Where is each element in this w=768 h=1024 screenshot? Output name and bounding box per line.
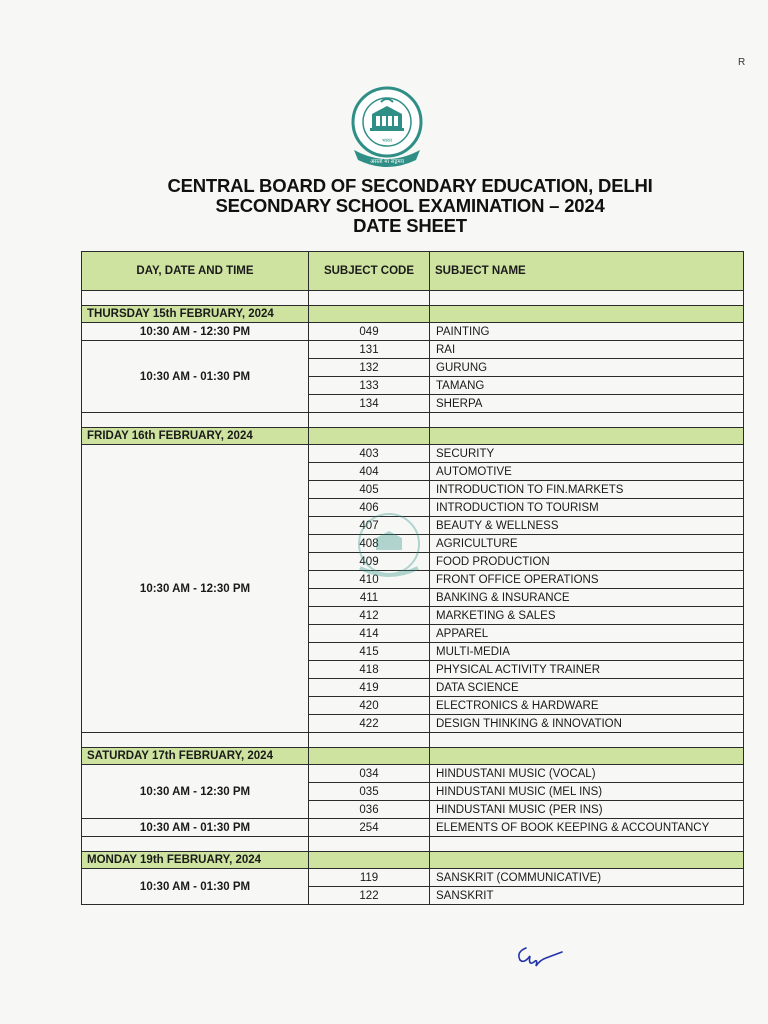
subject-name: SANSKRIT (COMMUNICATIVE): [430, 869, 744, 887]
subject-code: 119: [309, 869, 430, 887]
subject-name: DATA SCIENCE: [430, 679, 744, 697]
subject-name: SHERPA: [430, 395, 744, 413]
subject-code: 411: [309, 589, 430, 607]
subject-code: 132: [309, 359, 430, 377]
subject-name: HINDUSTANI MUSIC (VOCAL): [430, 765, 744, 783]
subject-name: AUTOMOTIVE: [430, 463, 744, 481]
time-slot: 10:30 AM - 01:30 PM: [82, 341, 309, 413]
column-header-day: DAY, DATE AND TIME: [82, 252, 309, 291]
subject-name: HINDUSTANI MUSIC (MEL INS): [430, 783, 744, 801]
corner-mark: R: [738, 57, 746, 68]
subject-name: INTRODUCTION TO TOURISM: [430, 499, 744, 517]
subject-name: PAINTING: [430, 323, 744, 341]
date-sheet-title: DATE SHEET: [353, 215, 467, 236]
table-row: [82, 341, 744, 359]
subject-code: 254: [309, 819, 430, 837]
day-row-monday: [82, 852, 744, 869]
subject-name: BANKING & INSURANCE: [430, 589, 744, 607]
subject-code: 418: [309, 661, 430, 679]
document-header: [80, 176, 740, 236]
subject-code: 419: [309, 679, 430, 697]
table-header-row: [82, 252, 744, 291]
time-slot: 10:30 AM - 12:30 PM: [82, 323, 309, 341]
subject-name: BEAUTY & WELLNESS: [430, 517, 744, 535]
day-label: MONDAY 19th FEBRUARY, 2024: [82, 852, 309, 869]
cbse-logo: [348, 84, 426, 170]
subject-code: 409: [309, 553, 430, 571]
time-slot: 10:30 AM - 12:30 PM: [82, 445, 309, 733]
subject-code: 415: [309, 643, 430, 661]
time-slot: 10:30 AM - 01:30 PM: [82, 819, 309, 837]
day-row-thursday: [82, 306, 744, 323]
time-slot: 10:30 AM - 01:30 PM: [82, 869, 309, 905]
table-row: [82, 819, 744, 837]
subject-code: 134: [309, 395, 430, 413]
column-header-code: SUBJECT CODE: [309, 252, 430, 291]
subject-code: 422: [309, 715, 430, 733]
svg-text:भारत: भारत: [382, 138, 392, 144]
day-row-friday: [82, 428, 744, 445]
subject-code: 035: [309, 783, 430, 801]
spacer-row: [82, 733, 744, 748]
subject-name: AGRICULTURE: [430, 535, 744, 553]
subject-name: SANSKRIT: [430, 887, 744, 905]
signature: [512, 942, 568, 972]
subject-code: 405: [309, 481, 430, 499]
spacer-row: [82, 291, 744, 306]
subject-code: 122: [309, 887, 430, 905]
board-title: CENTRAL BOARD OF SECONDARY EDUCATION, DELHI: [167, 175, 653, 196]
day-label: FRIDAY 16th FEBRUARY, 2024: [82, 428, 309, 445]
subject-name: INTRODUCTION TO FIN.MARKETS: [430, 481, 744, 499]
table-row: [82, 869, 744, 887]
subject-name: ELEMENTS OF BOOK KEEPING & ACCOUNTANCY: [430, 819, 744, 837]
svg-text:असतो मा सद्गमय: असतो मा सद्गमय: [370, 159, 404, 165]
day-label: THURSDAY 15th FEBRUARY, 2024: [82, 306, 309, 323]
subject-name: TAMANG: [430, 377, 744, 395]
subject-code: 036: [309, 801, 430, 819]
subject-code: 407: [309, 517, 430, 535]
subject-code: 034: [309, 765, 430, 783]
time-slot: 10:30 AM - 12:30 PM: [82, 765, 309, 819]
subject-code: 403: [309, 445, 430, 463]
subject-name: HINDUSTANI MUSIC (PER INS): [430, 801, 744, 819]
subject-name: MULTI-MEDIA: [430, 643, 744, 661]
table-row: [82, 445, 744, 463]
subject-code: 049: [309, 323, 430, 341]
subject-code: 414: [309, 625, 430, 643]
subject-code: 420: [309, 697, 430, 715]
day-row-saturday: [82, 748, 744, 765]
subject-code: 412: [309, 607, 430, 625]
day-label: SATURDAY 17th FEBRUARY, 2024: [82, 748, 309, 765]
subject-name: FOOD PRODUCTION: [430, 553, 744, 571]
subject-name: DESIGN THINKING & INNOVATION: [430, 715, 744, 733]
subject-name: SECURITY: [430, 445, 744, 463]
exam-title: SECONDARY SCHOOL EXAMINATION – 2024: [215, 195, 605, 216]
subject-name: APPAREL: [430, 625, 744, 643]
table-row: [82, 323, 744, 341]
subject-code: 133: [309, 377, 430, 395]
date-sheet-table: [81, 251, 744, 905]
subject-name: ELECTRONICS & HARDWARE: [430, 697, 744, 715]
subject-code: 410: [309, 571, 430, 589]
subject-name: PHYSICAL ACTIVITY TRAINER: [430, 661, 744, 679]
subject-name: GURUNG: [430, 359, 744, 377]
table-row: [82, 765, 744, 783]
subject-name: MARKETING & SALES: [430, 607, 744, 625]
subject-name: FRONT OFFICE OPERATIONS: [430, 571, 744, 589]
subject-name: RAI: [430, 341, 744, 359]
column-header-name: SUBJECT NAME: [430, 252, 744, 291]
spacer-row: [82, 413, 744, 428]
subject-code: 406: [309, 499, 430, 517]
spacer-row: [82, 837, 744, 852]
subject-code: 408: [309, 535, 430, 553]
subject-code: 404: [309, 463, 430, 481]
subject-code: 131: [309, 341, 430, 359]
